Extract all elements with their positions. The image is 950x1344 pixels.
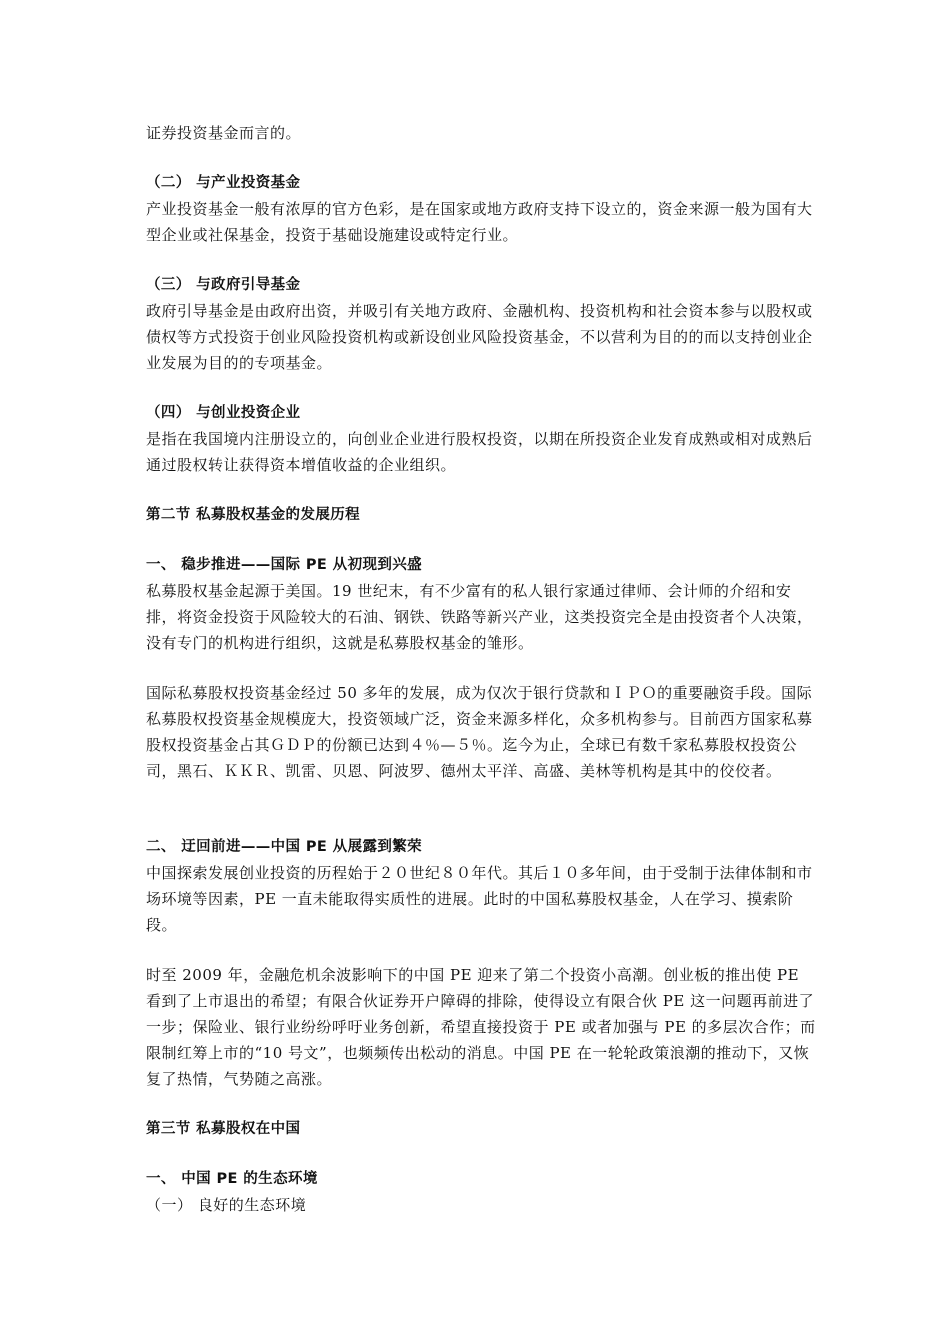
paragraph-industry-fund: 产业投资基金一般有浓厚的官方色彩，是在国家或地方政府支持下设立的，资金来源一般为国有大型企业或社保基金，投资于基础设施建设或特定行业。: [146, 200, 813, 244]
paragraph-intro: 证券投资基金而言的。: [146, 124, 302, 142]
paragraph-international-pe: 国际私募股权投资基金经过 50 多年的发展，成为仅次于银行贷款和ＩＰＯ的重要融资手段。国际私募股权投资基金规模庞大，投资领域广泛，资金来源多样化，众多机构参与。目前西方国家私募股权投资基金占其ＧＤＰ的份额已达到４％—５％。迄今为止，全球已有数千家私募股权投资公司，黑石、ＫＫＲ、凯雷、贝恩、阿波罗、德州太平洋、高盛、美林等机构是其中的佼佼者。: [146, 684, 813, 780]
heading-section-2: 第二节 私募股权基金的发展历程: [146, 507, 361, 523]
paragraph-china-pe-history: 中国探索发展创业投资的历程始于２０世纪８０年代。其后１０多年间，由于受制于法律体制和市场环境等因素，PE 一直未能取得实质性的进展。此时的中国私募股权基金，人在学习、摸索阶段。: [146, 864, 813, 934]
document-body: [146, 120, 818, 1218]
heading-government-fund: （三） 与政府引导基金: [146, 277, 301, 293]
heading-international-pe: 一、 稳步推进——国际 PE 从初现到兴盛: [146, 557, 423, 573]
paragraph-venture-enterprise: 是指在我国境内注册设立的，向创业企业进行股权投资，以期在所投资企业发育成熟或相对成熟后通过股权转让获得资本增值收益的企业组织。: [146, 430, 813, 474]
heading-china-pe: 二、 迂回前进——中国 PE 从展露到繁荣: [146, 839, 423, 855]
heading-china-pe-ecosystem: 一、 中国 PE 的生态环境: [146, 1171, 318, 1187]
paragraph-pe-origin: 私募股权基金起源于美国。19 世纪末，有不少富有的私人银行家通过律师、会计师的介绍和安排，将资金投资于风险较大的石油、钢铁、铁路等新兴产业，这类投资完全是由投资者个人决策，没有专门的机构进行组织，这就是私募股权基金的雏形。: [146, 582, 813, 652]
heading-industry-fund: （二） 与产业投资基金: [146, 175, 301, 191]
paragraph-good-ecosystem: （一） 良好的生态环境: [146, 1196, 307, 1214]
heading-section-3: 第三节 私募股权在中国: [146, 1121, 301, 1137]
paragraph-china-pe-2009: 时至 2009 年，金融危机余波影响下的中国 PE 迎来了第二个投资小高潮。创业板的推出使 PE 看到了上市退出的希望；有限合伙证券开户障碍的排除，使得设立有限合伙 PE 这一问题再前进了一步；保险业、银行业纷纷呼吁业务创新，希望直接投资于 PE 或者加强与 PE 的多层次合作；而限制红筹上市的“10 号文”，也频频传出松动的消息。中国 PE 在一轮轮政策浪潮的推动下，又恢复了热情，气势随之高涨。: [146, 966, 816, 1088]
paragraph-government-fund: 政府引导基金是由政府出资，并吸引有关地方政府、金融机构、投资机构和社会资本参与以股权或债权等方式投资于创业风险投资机构或新设创业风险投资基金，不以营利为目的的而以支持创业企业发展为目的的专项基金。: [146, 302, 813, 372]
heading-venture-enterprise: （四） 与创业投资企业: [146, 405, 301, 421]
